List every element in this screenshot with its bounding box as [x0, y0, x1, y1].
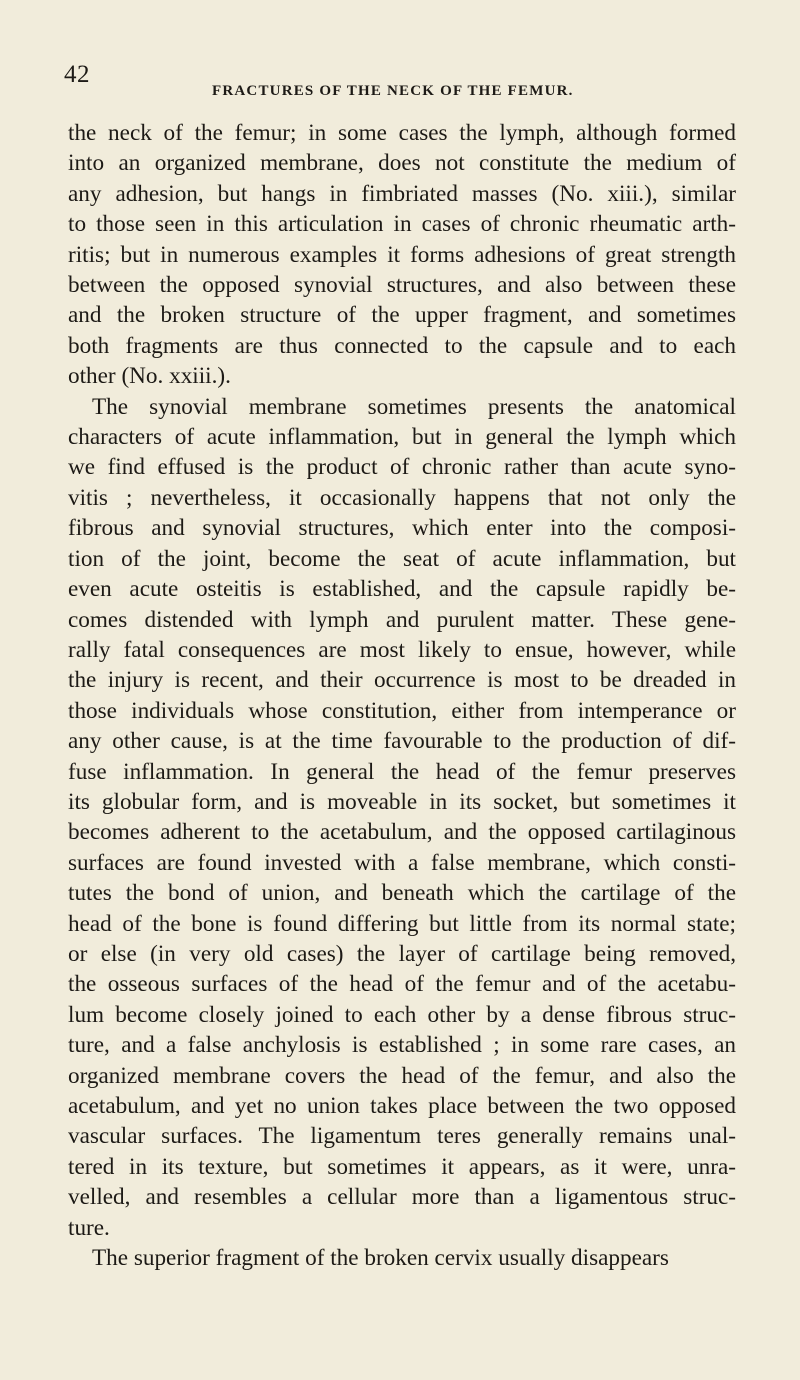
text-line: into an organized membrane, does not constitute the medium of	[68, 150, 736, 177]
text-line: those individuals whose constitution, either from intemperance or	[68, 697, 736, 724]
text-line: the osseous surfaces of the head of the femur and of the acetabu-	[68, 971, 736, 998]
text-line: any adhesion, but hangs in fimbriated masses (No. xiii.), similar	[68, 180, 736, 207]
text-line: any other cause, is at the time favourable to the production of dif-	[68, 728, 736, 755]
text-line: tered in its texture, but sometimes it appears, as it were, unra-	[68, 1153, 736, 1180]
text-line: lum become closely joined to each other by a dense fibrous struc-	[68, 1001, 736, 1028]
text-line: velled, and resembles a cellular more than a ligamentous struc-	[68, 1184, 736, 1211]
text-line: vascular surfaces. The ligamentum teres generally remains unal-	[68, 1123, 736, 1150]
text-line: surfaces are found invested with a false membrane, which consti-	[68, 849, 736, 876]
text-line: tion of the joint, become the seat of acute inflammation, but	[68, 545, 736, 572]
text-line: becomes adherent to the acetabulum, and the opposed cartilaginous	[68, 819, 736, 846]
text-line: we find effused is the product of chronic rather than acute syno-	[68, 454, 736, 481]
text-line: vitis ; nevertheless, it occasionally happens that not only the	[68, 484, 736, 511]
running-head: FRACTURES OF THE NECK OF THE FEMUR.	[212, 83, 574, 99]
text-line: fibrous and synovial structures, which enter into the composi-	[68, 515, 736, 542]
text-line: tutes the bond of union, and beneath which the cartilage of the	[68, 880, 736, 907]
text-line: acetabulum, and yet no union takes place between the two opposed	[68, 1093, 736, 1119]
text-line: or else (in very old cases) the layer of cartilage being removed,	[68, 940, 736, 967]
text-line: even acute osteitis is established, and the capsule rapidly be-	[68, 576, 736, 603]
text-line: the neck of the femur; in some cases the lymph, although formed	[68, 120, 736, 146]
text-line: organized membrane covers the head of the femur, and also the	[68, 1062, 736, 1089]
text-line: other (No. xxiii.).	[68, 363, 231, 390]
text-line: ture.	[68, 1214, 110, 1241]
text-line: the injury is recent, and their occurrence is most to be dreaded in	[68, 667, 736, 694]
text-line: ture, and a false anchylosis is established ; in some rare cases, an	[68, 1032, 736, 1059]
text-line: its globular form, and is moveable in its socket, but sometimes it	[68, 788, 736, 815]
text-line: both fragments are thus connected to the capsule and to each	[68, 332, 736, 359]
text-line: to those seen in this articulation in cases of chronic rheumatic arth-	[68, 211, 736, 238]
text-line: fuse inflammation. In general the head of the femur preserves	[68, 758, 736, 785]
text-line: and the broken structure of the upper fragment, and sometimes	[68, 302, 736, 329]
text-line: comes distended with lymph and purulent matter. These gene-	[68, 606, 736, 633]
text-line: head of the bone is found differing but little from its normal state;	[68, 910, 736, 937]
text-line: characters of acute inflammation, but in general the lymph which	[68, 424, 736, 451]
body-text	[68, 118, 736, 1273]
text-line: ritis; but in numerous examples it forms adhesions of great strength	[68, 241, 736, 268]
text-line: rally fatal consequences are most likely to ensue, however, while	[68, 636, 736, 663]
text-line: between the opposed synovial structures, and also between these	[68, 272, 736, 299]
page-number: 42	[64, 61, 90, 88]
paragraph-start-line: The synovial membrane sometimes presents the anatomical	[92, 393, 736, 420]
paragraph-start-line: The superior fragment of the broken cervix usually disappears	[92, 1245, 669, 1272]
